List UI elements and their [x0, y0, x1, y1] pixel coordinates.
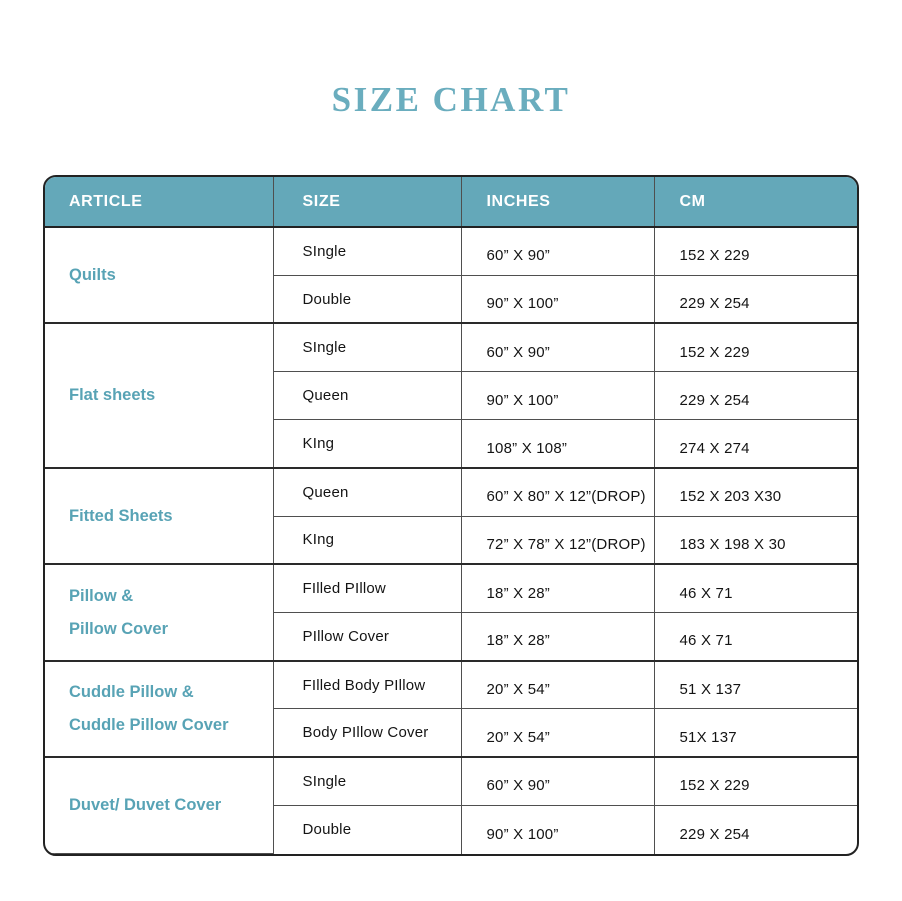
inches-cell: 108” X 108”	[461, 420, 654, 468]
cm-cell: 229 X 254	[654, 372, 857, 420]
size-chart-table	[43, 175, 859, 856]
article-cell	[45, 227, 273, 323]
cm-cell: 51 X 137	[654, 661, 857, 709]
table-row	[45, 661, 857, 709]
inches-cell: 90” X 100”	[461, 275, 654, 323]
inches-cell: 90” X 100”	[461, 805, 654, 853]
article-line: Fitted Sheets	[69, 506, 173, 525]
size-cell: Queen	[273, 468, 461, 516]
table-row	[45, 227, 857, 275]
inches-cell: 72” X 78” X 12”(DROP)	[461, 516, 654, 564]
size-cell: Queen	[273, 372, 461, 420]
inches-cell: 60” X 90”	[461, 323, 654, 371]
cm-cell: 274 X 274	[654, 420, 857, 468]
article-line: Cuddle Pillow Cover	[69, 715, 229, 734]
size-cell: Double	[273, 805, 461, 853]
cm-cell: 51X 137	[654, 709, 857, 757]
size-cell: FIlled PIllow	[273, 564, 461, 612]
size-chart-grid	[45, 177, 857, 854]
cm-cell: 46 X 71	[654, 564, 857, 612]
table-row	[45, 323, 857, 371]
article-line: Duvet/ Duvet Cover	[69, 796, 222, 815]
header-cell-size: SIZE	[273, 177, 461, 227]
size-cell: PIllow Cover	[273, 613, 461, 661]
size-cell: SIngle	[273, 227, 461, 275]
cm-cell: 152 X 229	[654, 227, 857, 275]
table-row	[45, 757, 857, 805]
article-line: Pillow &	[69, 586, 134, 605]
inches-cell: 90” X 100”	[461, 372, 654, 420]
table-body	[45, 227, 857, 854]
size-cell: SIngle	[273, 323, 461, 371]
article-line: Cuddle Pillow &	[69, 682, 194, 701]
inches-cell: 18” X 28”	[461, 613, 654, 661]
cm-cell: 229 X 254	[654, 805, 857, 853]
article-line: Quilts	[69, 265, 116, 284]
header-cell-cm: CM	[654, 177, 857, 227]
cm-cell: 229 X 254	[654, 275, 857, 323]
table-row	[45, 468, 857, 516]
header-cell-inches: INCHES	[461, 177, 654, 227]
inches-cell: 60” X 80” X 12”(DROP)	[461, 468, 654, 516]
inches-cell: 60” X 90”	[461, 757, 654, 805]
article-cell	[45, 323, 273, 468]
inches-cell: 20” X 54”	[461, 709, 654, 757]
cm-cell: 183 X 198 X 30	[654, 516, 857, 564]
inches-cell: 18” X 28”	[461, 564, 654, 612]
size-cell: Double	[273, 275, 461, 323]
article-cell	[45, 468, 273, 564]
inches-cell: 20” X 54”	[461, 661, 654, 709]
article-cell	[45, 757, 273, 853]
cm-cell: 152 X 229	[654, 323, 857, 371]
size-cell: KIng	[273, 516, 461, 564]
table-row	[45, 564, 857, 612]
size-cell: SIngle	[273, 757, 461, 805]
article-cell	[45, 661, 273, 757]
cm-cell: 46 X 71	[654, 613, 857, 661]
size-cell: KIng	[273, 420, 461, 468]
article-line: Flat sheets	[69, 386, 156, 405]
article-line: Pillow Cover	[69, 619, 169, 638]
header-cell-article: ARTICLE	[45, 177, 273, 227]
size-cell: FIlled Body PIllow	[273, 661, 461, 709]
article-cell	[45, 564, 273, 660]
page-title: SIZE CHART	[331, 80, 571, 119]
size-cell: Body PIllow Cover	[273, 709, 461, 757]
inches-cell: 60” X 90”	[461, 227, 654, 275]
cm-cell: 152 X 229	[654, 757, 857, 805]
cm-cell: 152 X 203 X30	[654, 468, 857, 516]
header-row	[45, 177, 857, 227]
